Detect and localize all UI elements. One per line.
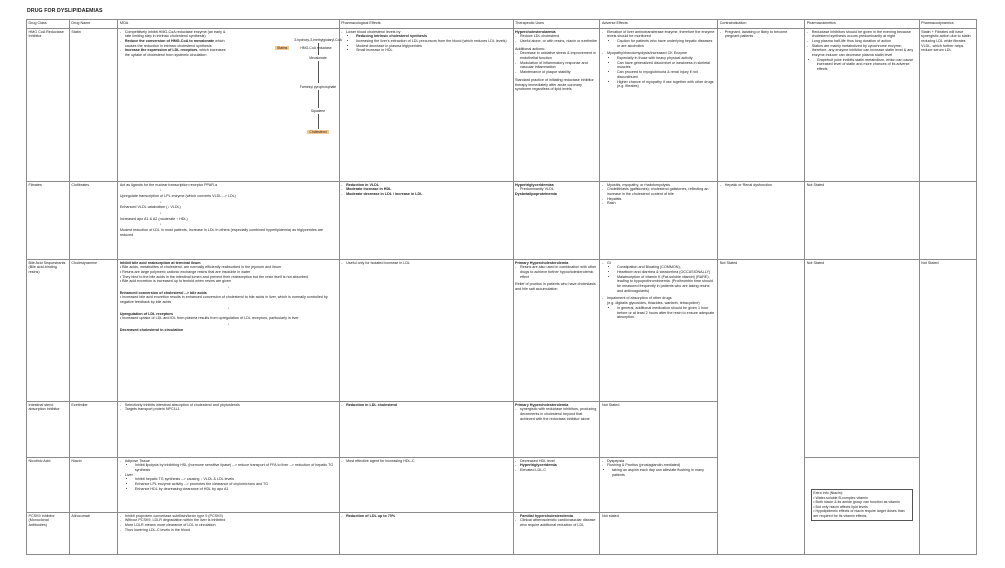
cell-class: Nicotinic Acid xyxy=(27,457,70,512)
cell-pharm xyxy=(339,28,513,181)
moa-item: - Reduce the conversion of HMG-CoA to mevalonate which causes the reduction in intrinsic cholesterol synthesis xyxy=(125,39,226,48)
cell-class: Bile Acid Sequestrants (Bile acid-binding resins) xyxy=(27,259,70,401)
pathway-start: 3-hydroxy-3-methylglutaryl-CoA xyxy=(294,38,342,42)
document-title: DRUG FOR DYSLIPIDAEMIAS xyxy=(27,8,103,14)
cell-class: Intestinal sterol absorption inhibitor xyxy=(27,401,70,457)
cell-pk-merged: Not Stated xyxy=(805,259,919,457)
enzyme-label: HMG-CoA reductase xyxy=(300,46,332,50)
cell-name: Cholestyramine xyxy=(69,259,117,401)
cell-adverse: Not stated xyxy=(600,512,718,554)
table-row-statin xyxy=(27,28,977,181)
cell-pharm: - Reduction of LDL up to 70% xyxy=(339,512,513,554)
pathway-step-farnesyl: Farnesyl pyrophosphate xyxy=(299,85,337,89)
cell-ther: Primary Hypercholesterolemia - Resins are also used in combination with other drugs to achieve further hypocholesterolemic effect Relief of pruritus in patients who have cholestasis and bile salt accumulation xyxy=(513,259,600,401)
cell-pk-extra xyxy=(805,457,919,554)
cell-adverse: Not Stated xyxy=(600,401,718,457)
cell-moa: Inhibit bile acid reabsorption at terminal ileum • Bile acids, metabolites of cholesterol, are normally efficiently reabsorbed in the jejunum and ileum • Resins are large polymeric cationic exchange resins that are insoluble in water • They bind to the bile acids in the intestinal lumen and prevent their reabsorption but the resin itself is not absorbed • Bile acid excretion is increased up to tenfold when resins are given ↓ Enhanced conversion of cholesterol --> bile acids • Increased bile acid excretion results in enhanced conversion of cholesterol to bile acids in liver, which is normally controlled by negative feedback by bile acids ↓ Upregulation of LDL receptors • Increased uptake of LDL and IDL from plasma results from upregulation of LDL receptors, particularly in liver ↓ Decreased cholesterol in circulation xyxy=(118,259,339,401)
header-pharmacodynamics: Pharmacodynamics xyxy=(919,20,976,29)
statin-pathway-diagram xyxy=(272,38,364,178)
cell-ther: Hypertriglyceridemias - Predominantly VLDL Dysbetalipoproteinemia xyxy=(513,181,600,259)
header-contraindication: Contraindication xyxy=(718,20,805,29)
header-pharm-effects: Pharmacological Effects xyxy=(339,20,513,29)
cell-pharm: - Useful only for isolated increase in LDL xyxy=(339,259,513,401)
cell-moa: - Selectively inhibits intestinal absorption of cholesterol and phytosterols - Targets transport protein NPC1L1 xyxy=(118,401,339,457)
pharm-item: - Lower blood cholesterol levels by • Reducing intrinsic cholesterol synthesis • Increasing the liver's extraction of LDL precursors from the blood (which reduces LDL levels) • Modest decrease in plasma triglycerides • Small increase in HDL xyxy=(346,30,511,54)
cell-ther: Primary Hypercholesterolemia - synergistic with reductase inhibitors, producing decrements in cholesterol beyond that achieved with the reductase inhibitor alone xyxy=(513,401,600,457)
table-header-row xyxy=(27,20,977,29)
cell-contra: - Hepatic or Renal dysfunction xyxy=(718,181,805,259)
cell-ther: - Decreased HDL level - Hypertriglyceridemia - Elevated LDL-C xyxy=(513,457,600,512)
header-therapeutic-uses: Therapeutic Uses xyxy=(513,20,600,29)
pathway-step-squalene: Squalene xyxy=(310,109,326,113)
extra-info-box: Extra Info (Niacin): • Water-soluble B-complex vitamin • Both niacin & its amide group can function as vitamin • But only niacin affects lipid levels • Hypolipidemic effects of niacin require larger doses than are required for its vitamin effects. xyxy=(811,489,913,522)
cell-contra-merged: Not Stated xyxy=(718,259,805,554)
table-row-resin xyxy=(27,259,977,401)
header-drug-class: Drug Class xyxy=(27,20,70,29)
cell-ther: Hypercholesterolaemia - Reduce LDL cholesterol - Useful alone, or with resins, niacin or ezetimibe Additional actions: - Decrease in oxidative stress & improvement in endothelial function - Modulation of inflammatory response and vascular inflammation - Maintenance of plaque stability Standard practice of initiating reductase inhibitor therapy immediately after acute coronary syndrome regardless of lipid levels xyxy=(513,28,600,181)
pathway-step-cholesterol: Cholesterol xyxy=(309,130,327,134)
cell-pd xyxy=(919,181,976,259)
cell-class: HMG CoA Reductase Inhibitor xyxy=(27,28,70,181)
cell-pd: Statin + Fibrates will have synergistic action due to statin reducing LDL while fibrates VLDL, which further helps reduce serum LDL xyxy=(919,28,976,181)
header-moa: MOA xyxy=(118,20,339,29)
cell-pk: Not Stated xyxy=(805,181,919,259)
cell-moa: - Adipose Tissue • Inhibit lipolysis by inhibiting HSL (hormone sensitive lipase) --> reduce transport of FFA to liver --> reduction of hepatic TG synthesis - Liver • Inhibit hepatic TG synthesis --> causing ↓ VLDL & LDL levels • Enhance LPL enzyme activity --> promotes the clearance of chylomicrons and TG • Enhance HDL by decreasing clearance of HDL by apo A1 xyxy=(118,457,339,512)
cell-pd-merged: Not Stated xyxy=(919,259,976,554)
cell-name: Niacin xyxy=(69,457,117,512)
cell-class: PCSK9 Inhibitor (Monoclonal Antibodies) xyxy=(27,512,70,554)
header-drug-name: Drug Name xyxy=(69,20,117,29)
cell-adverse: - GI • Constipation and Bloating (COMMON), • Heartburn and diarrhea & steatorrhea (OCCASIONALLY) • Malabsorption of vitamin K (Fat-soluble vitamin) (RARE), leading to hypoprothrombinemia. (Prothrombin time should be measured frequently in patients who are taking resins and anticoagulants) - Impairment of absorption of other drugs (e.g. digitalis glycosides, thiazides, warfarin, tetracycline) • In general, additional medication should be given 1 hour before or at least 2 hours after the resin to ensure adequate absorption. xyxy=(600,259,718,401)
header-adverse-effects: Adverse Effects xyxy=(600,20,718,29)
cell-name: Statin xyxy=(69,28,117,181)
cell-pharm: - Reduction in VLDL - Moderate increase in HDL - Moderate decrease in LDL / increase in LDL xyxy=(339,181,513,259)
cell-contra: - Pregnant, lactating or likely to become pregnant patients xyxy=(718,28,805,181)
cell-adverse: - Myositis, myopathy, or rhabdomyolysis - Cholelithiasis (gallstones); cholesterol gallstones, reflecting an increase in the cholesterol content of bile - Hepatitis - Rash xyxy=(600,181,718,259)
cell-ther: - Familial hypercholesterolemia - Clinical atherosclerotic cardiovascular disease who require additional reduction of LDL xyxy=(513,512,600,554)
moa-item: - Competitively inhibit HMG-CoA reductase enzyme (an early & rate limiting step in intrinsic cholesterol synthesis) xyxy=(125,30,226,39)
cell-moa: Act as ligands for the nuclear transcription receptor PPAR-α ↓ Upregulate transcription of LPL enzyme (which converts VLDL --> LDL) ↓ Enhanced VLDL catabolism (↓ VLDL) ↓ Increased apo A1 & A2 (moderate ↑ HDL) ↓ Modest reduction of LDL in most patients, Increase in LDL in others (especially combined hyperlipidemia) as triglycerides are reduced xyxy=(118,181,339,259)
cell-adverse: - Dyspepsia - Flushing & Pruritus (prostaglandin-mediated) • taking an aspirin each day can alleviate flushing in many patients xyxy=(600,457,718,512)
cell-class: Fibrates xyxy=(27,181,70,259)
cell-pk: - Reductase inhibitors should be given in the evening because cholesterol synthesis occurs predominantly at night - Long plasma half-life thus long duration of action - Statins are mainly metabolized by cytochrome enzyme; therefore, any enzyme inhibitor can increase statin level & any enzyme inducer can decrease plasma statin level • Grapefruit juice inhibits statin metabolism, which can cause increased level of statin and more chances of its adverse effects xyxy=(805,28,919,181)
cell-pharm: - Reduction in LDL cholesterol xyxy=(339,401,513,457)
cell-moa: - Inhibit proprotein convertase subtilisin/kexin type 9 (PCSK9) - Without PCSK9, LDLR degradation within the liver is inhibited - More LDLR means more clearance of LDL in circulation - Thus lowering LDL-C levels in the blood xyxy=(118,512,339,554)
cell-name: Ezetimibe xyxy=(69,401,117,457)
cell-adverse: - Elevation of liver aminotransferase enzyme, therefore the enzyme levels should be monitored • Caution for patients who have underlying hepatic diseases or are alcoholics - Myopathy/rhendomyolysis/increased CK Enzyme • Especially in those with heavy physical activity • Can have generalized discomfort or weakness in skeletal muscles • Can proceed to myoglobinuria & renal injury if not discontinued • Higher chance of myopathy if use together with other drugs (e.g. fibrates) xyxy=(600,28,718,181)
cell-name: Alirocumab xyxy=(69,512,117,554)
drug-table xyxy=(26,19,977,555)
statins-label: Statins xyxy=(277,46,288,50)
cell-pharm: - Most effective agent for increasing HDL-C xyxy=(339,457,513,512)
table-row-niacin xyxy=(27,457,977,512)
header-pharmacokinetics: Pharmacokinetics xyxy=(805,20,919,29)
pathway-step-mevalonate: Mevalonate xyxy=(309,56,327,60)
moa-item: - Increase the expression of LDL receptors, which increases the uptake of cholesterol from systemic circulation xyxy=(125,48,226,57)
table-row-fibrate xyxy=(27,181,977,259)
cell-name: Clofibrates xyxy=(69,181,117,259)
